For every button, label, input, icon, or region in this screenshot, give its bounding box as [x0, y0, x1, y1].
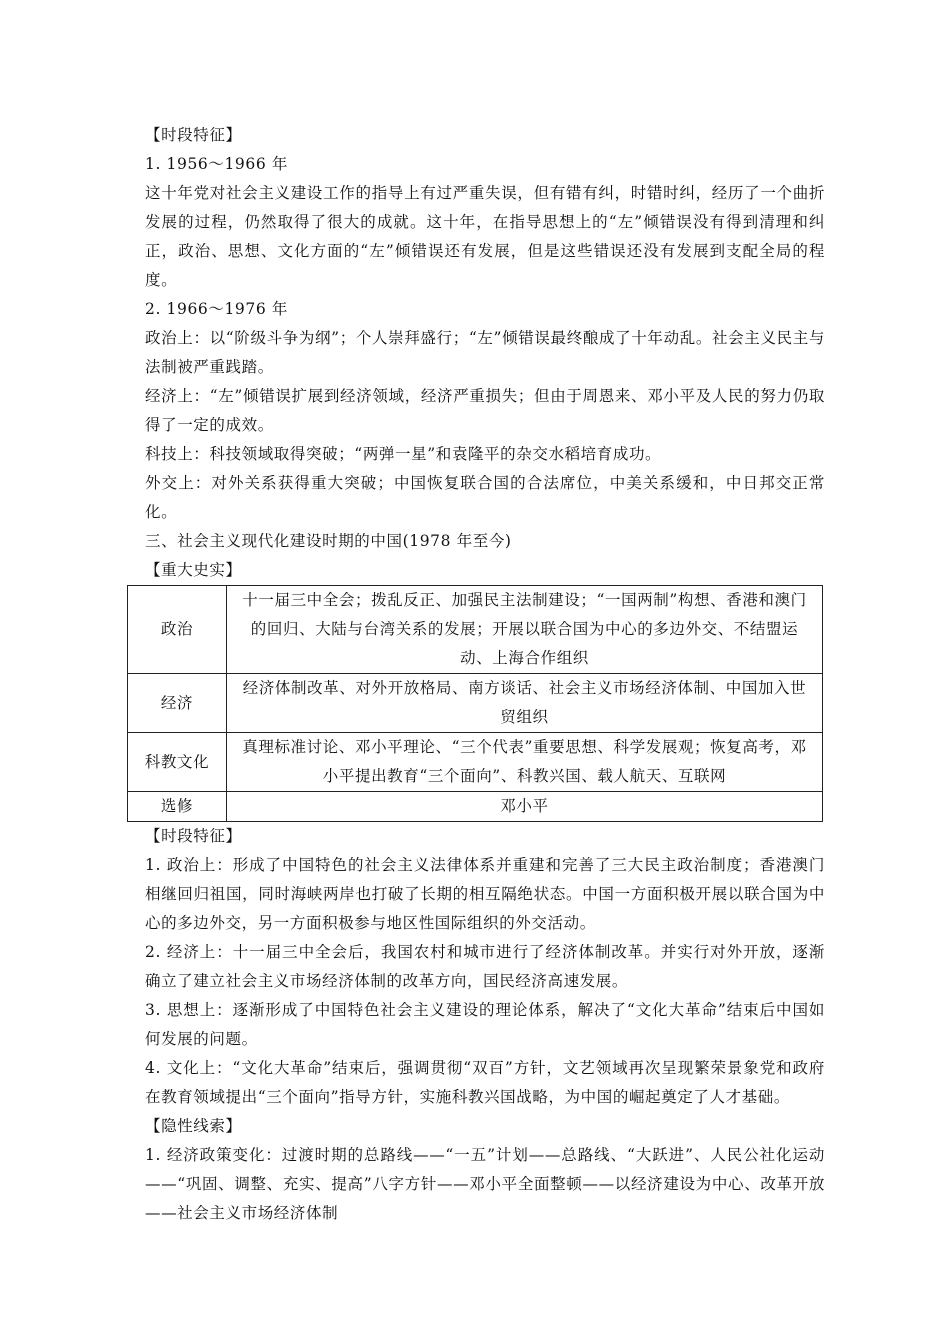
- table-value-cell: 邓小平: [227, 792, 823, 822]
- paragraph: 3. 思想上：逐渐形成了中国特色社会主义建设的理论体系，解决了“文化大革命”结束后中国如何发展的问题。: [145, 1001, 825, 1048]
- paragraph: 经济上：“左”倾错误扩展到经济领域，经济严重损失；但由于周恩来、邓小平及人民的努力仍取得了一定的成效。: [145, 387, 825, 434]
- period-title: 1. 1956～1966 年: [145, 155, 288, 173]
- paragraph: 这十年党对社会主义建设工作的指导上有过严重失误，但有错有纠，时错时纠，经历了一个曲折发展的过程，仍然取得了很大的成就。这十年，在指导思想上的“左”倾错误没有得到清理和纠正，政治、思想、文化方面的“左”倾错误还有发展，但是这些错误还没有发展到支配全局的程度。: [145, 184, 825, 289]
- table-row: [128, 586, 823, 674]
- table-row: [128, 792, 823, 822]
- table-key-cell: 科教文化: [128, 733, 227, 792]
- section-heading: 【隐性线索】: [145, 1117, 242, 1135]
- paragraph: 外交上：对外关系获得重大突破；中国恢复联合国的合法席位，中美关系缓和，中日邦交正常化。: [145, 474, 825, 521]
- table-value-cell: 十一届三中全会；拨乱反正、加强民主法制建设；“一国两制”构想、香港和澳门的回归、大陆与台湾关系的发展；开展以联合国为中心的多边外交、不结盟运动、上海合作组织: [227, 586, 823, 674]
- table-value-cell: 真理标准讨论、邓小平理论、“三个代表”重要思想、科学发展观；恢复高考，邓小平提出教育“三个面向”、科教兴国、载人航天、互联网: [227, 733, 823, 792]
- paragraph: 4. 文化上：“文化大革命”结束后，强调贯彻“双百”方针，文艺领域再次呈现繁荣景象党和政府在教育领域提出“三个面向”指导方针，实施科教兴国战略，为中国的崛起奠定了人才基础。: [145, 1059, 825, 1106]
- table-row: [128, 733, 823, 792]
- table-key-cell: 经济: [128, 674, 227, 733]
- paragraph: 政治上：以“阶级斗争为纲”；个人崇拜盛行；“左”倾错误最终酿成了十年动乱。社会主义民主与法制被严重践踏。: [145, 329, 825, 376]
- section-heading: 【时段特征】: [145, 126, 242, 144]
- table-value-cell: 经济体制改革、对外开放格局、南方谈话、社会主义市场经济体制、中国加入世贸组织: [227, 674, 823, 733]
- paragraph: 1. 政治上：形成了中国特色的社会主义法律体系并重建和完善了三大民主政治制度；香港澳门相继回归祖国，同时海峡两岸也打破了长期的相互隔绝状态。中国一方面积极开展以联合国为中心的多边外交，另一方面积极参与地区性国际组织的外交活动。: [145, 856, 825, 932]
- document-body: [145, 121, 825, 1228]
- table-key-cell: 选修: [128, 792, 227, 822]
- facts-table: [127, 585, 823, 822]
- chapter-title: 三、社会主义现代化建设时期的中国(1978 年至今): [145, 532, 512, 550]
- section-heading: 【重大史实】: [145, 561, 242, 579]
- paragraph: 1. 经济政策变化：过渡时期的总路线——“一五”计划——总路线、“大跃进”、人民公社化运动——“巩固、调整、充实、提高”八字方针——邓小平全面整顿——以经济建设为中心、改革开放——社会主义市场经济体制: [145, 1146, 825, 1222]
- table-row: [128, 674, 823, 733]
- section-heading: 【时段特征】: [145, 827, 242, 845]
- paragraph: 2. 经济上：十一届三中全会后，我国农村和城市进行了经济体制改革。并实行对外开放，逐渐确立了建立社会主义市场经济体制的改革方向，国民经济高速发展。: [145, 943, 825, 990]
- paragraph: 科技上：科技领域取得突破；“两弹一星”和袁隆平的杂交水稻培育成功。: [145, 445, 662, 463]
- table-key-cell: 政治: [128, 586, 227, 674]
- period-title: 2. 1966～1976 年: [145, 300, 288, 318]
